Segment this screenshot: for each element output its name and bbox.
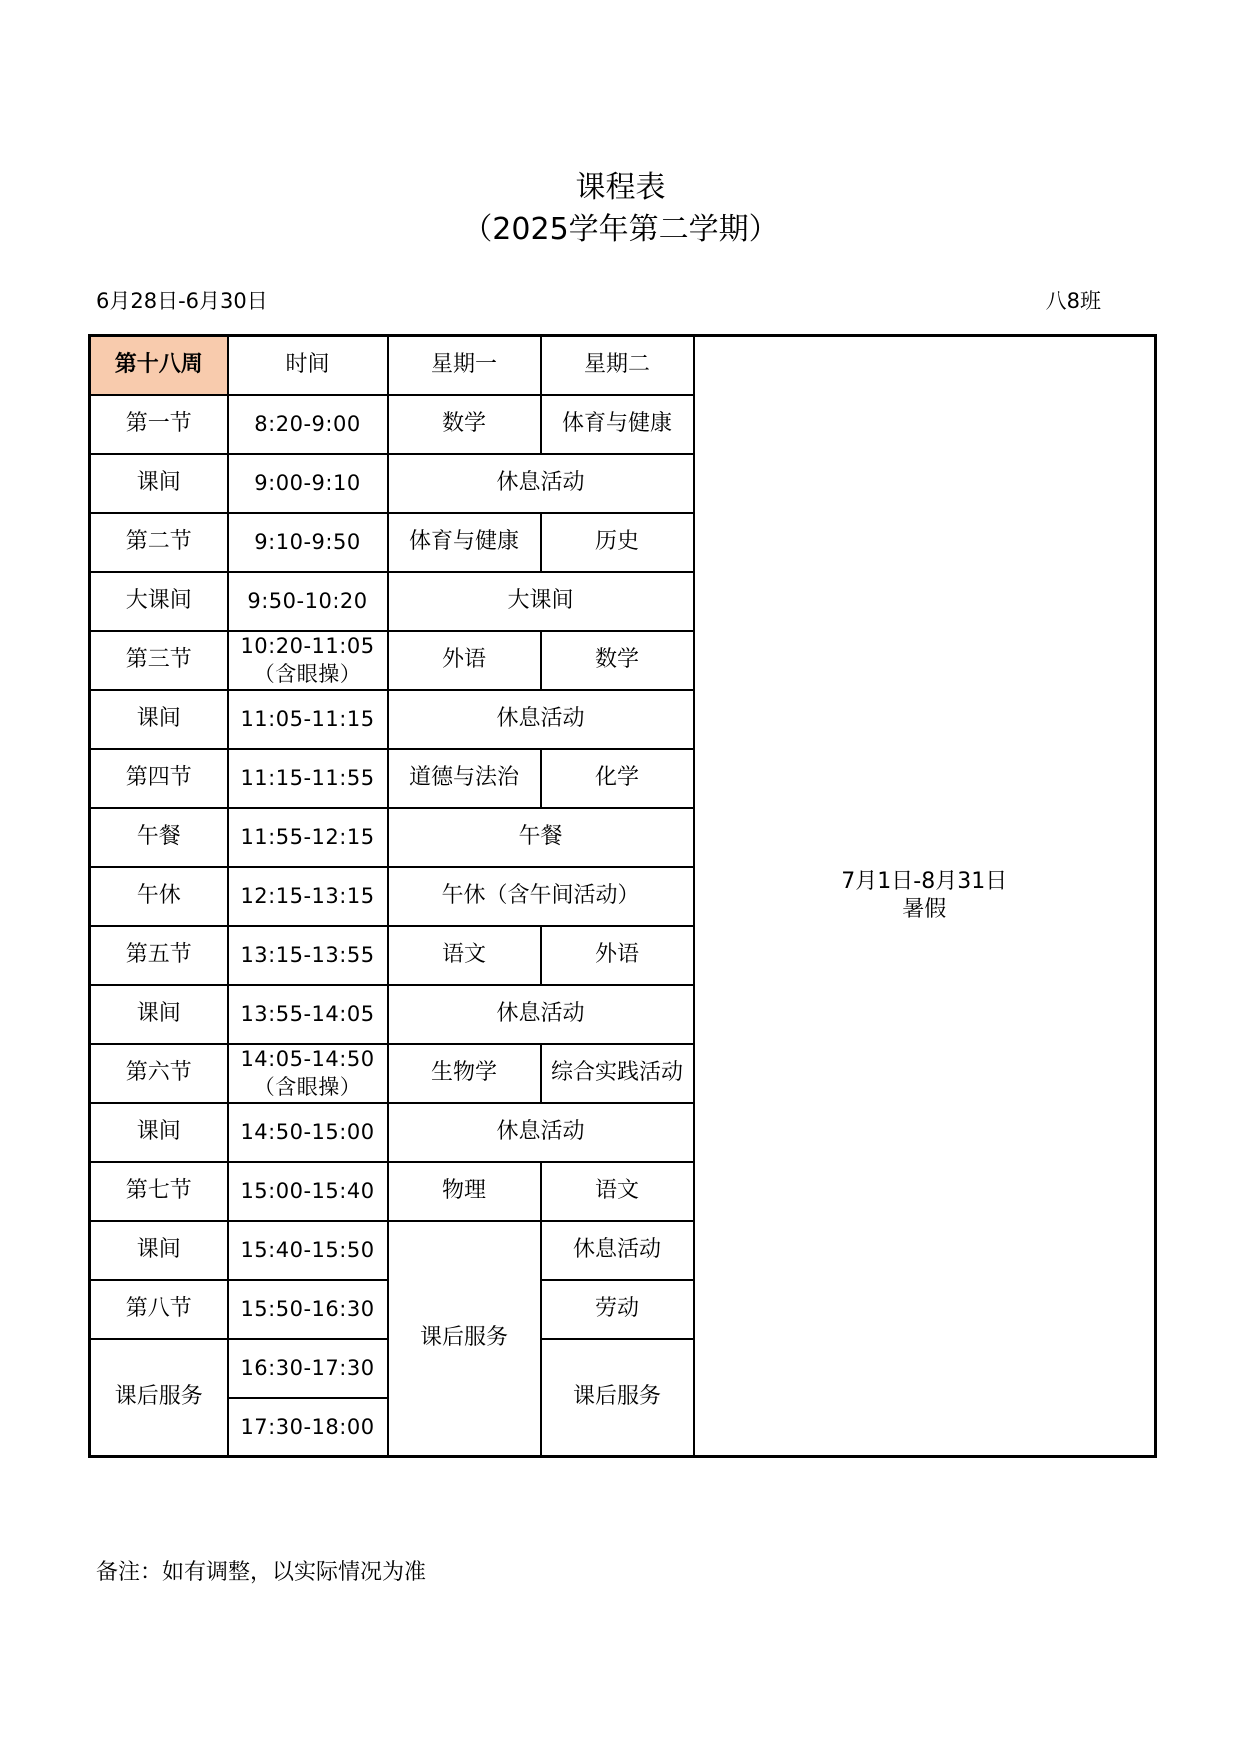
time-cell: 15:40-15:50	[228, 1221, 388, 1280]
monday-after-school-cell: 课后服务	[388, 1221, 541, 1457]
merged-activity-cell: 休息活动	[388, 1103, 694, 1162]
tuesday-cell: 历史	[541, 513, 694, 572]
period-cell: 第五节	[90, 926, 228, 985]
period-cell: 大课间	[90, 572, 228, 631]
page-subtitle: （2025学年第二学期）	[462, 212, 779, 247]
time-cell: 13:15-13:55	[228, 926, 388, 985]
period-cell: 午餐	[90, 808, 228, 867]
period-cell: 第一节	[90, 395, 228, 454]
tuesday-cell: 休息活动	[541, 1221, 694, 1280]
time-cell: 11:55-12:15	[228, 808, 388, 867]
period-cell: 午休	[90, 867, 228, 926]
tuesday-cell: 语文	[541, 1162, 694, 1221]
time-cell: 15:00-15:40	[228, 1162, 388, 1221]
vacation-cell	[694, 336, 1156, 1457]
period-cell: 第四节	[90, 749, 228, 808]
time-range: 10:20-11:05	[240, 634, 375, 658]
merged-activity-cell: 休息活动	[388, 454, 694, 513]
monday-cell: 语文	[388, 926, 541, 985]
page-title: 课程表	[575, 170, 666, 205]
day-header-monday: 星期一	[388, 336, 541, 395]
monday-cell: 外语	[388, 631, 541, 690]
vacation-dates: 7月1日-8月31日	[841, 869, 1008, 894]
time-cell: 13:55-14:05	[228, 985, 388, 1044]
merged-activity-cell: 午餐	[388, 808, 694, 867]
tuesday-cell: 综合实践活动	[541, 1044, 694, 1103]
time-note: （含眼操）	[253, 662, 362, 686]
footnote: 备注：如有调整，以实际情况为准	[96, 1560, 427, 1585]
date-range: 6月28日-6月30日	[96, 289, 268, 313]
period-cell: 第八节	[90, 1280, 228, 1339]
merged-activity-cell: 午休（含午间活动）	[388, 867, 694, 926]
period-cell: 第七节	[90, 1162, 228, 1221]
merged-activity-cell: 休息活动	[388, 690, 694, 749]
period-cell: 第二节	[90, 513, 228, 572]
time-cell: 9:10-9:50	[228, 513, 388, 572]
timetable	[88, 334, 1157, 1458]
time-range: 14:05-14:50	[240, 1047, 375, 1071]
tuesday-cell: 外语	[541, 926, 694, 985]
time-cell: 11:05-11:15	[228, 690, 388, 749]
time-note: （含眼操）	[253, 1075, 362, 1099]
week-label: 第十八周	[90, 336, 228, 395]
time-cell: 14:50-15:00	[228, 1103, 388, 1162]
time-cell: 9:00-9:10	[228, 454, 388, 513]
period-cell: 课间	[90, 690, 228, 749]
time-cell: 15:50-16:30	[228, 1280, 388, 1339]
time-cell: 9:50-10:20	[228, 572, 388, 631]
period-cell: 课间	[90, 1221, 228, 1280]
table-header-row	[90, 336, 1156, 395]
monday-cell: 道德与法治	[388, 749, 541, 808]
time-header: 时间	[228, 336, 388, 395]
tuesday-after-school-cell: 课后服务	[541, 1339, 694, 1457]
period-cell: 课间	[90, 985, 228, 1044]
tuesday-cell: 数学	[541, 631, 694, 690]
tuesday-cell: 化学	[541, 749, 694, 808]
time-cell	[228, 1044, 388, 1103]
time-cell: 8:20-9:00	[228, 395, 388, 454]
period-cell: 课后服务	[90, 1339, 228, 1457]
time-cell	[228, 631, 388, 690]
day-header-tuesday: 星期二	[541, 336, 694, 395]
tuesday-cell: 体育与健康	[541, 395, 694, 454]
tuesday-cell: 劳动	[541, 1280, 694, 1339]
monday-cell: 生物学	[388, 1044, 541, 1103]
period-cell: 课间	[90, 454, 228, 513]
period-cell: 第三节	[90, 631, 228, 690]
monday-cell: 体育与健康	[388, 513, 541, 572]
period-cell: 课间	[90, 1103, 228, 1162]
monday-cell: 物理	[388, 1162, 541, 1221]
time-cell: 17:30-18:00	[228, 1398, 388, 1457]
time-cell: 11:15-11:55	[228, 749, 388, 808]
time-cell: 12:15-13:15	[228, 867, 388, 926]
merged-activity-cell: 休息活动	[388, 985, 694, 1044]
monday-cell: 数学	[388, 395, 541, 454]
class-name: 八8班	[1045, 289, 1101, 313]
period-cell: 第六节	[90, 1044, 228, 1103]
vacation-label: 暑假	[902, 897, 947, 922]
merged-activity-cell: 大课间	[388, 572, 694, 631]
time-cell: 16:30-17:30	[228, 1339, 388, 1398]
